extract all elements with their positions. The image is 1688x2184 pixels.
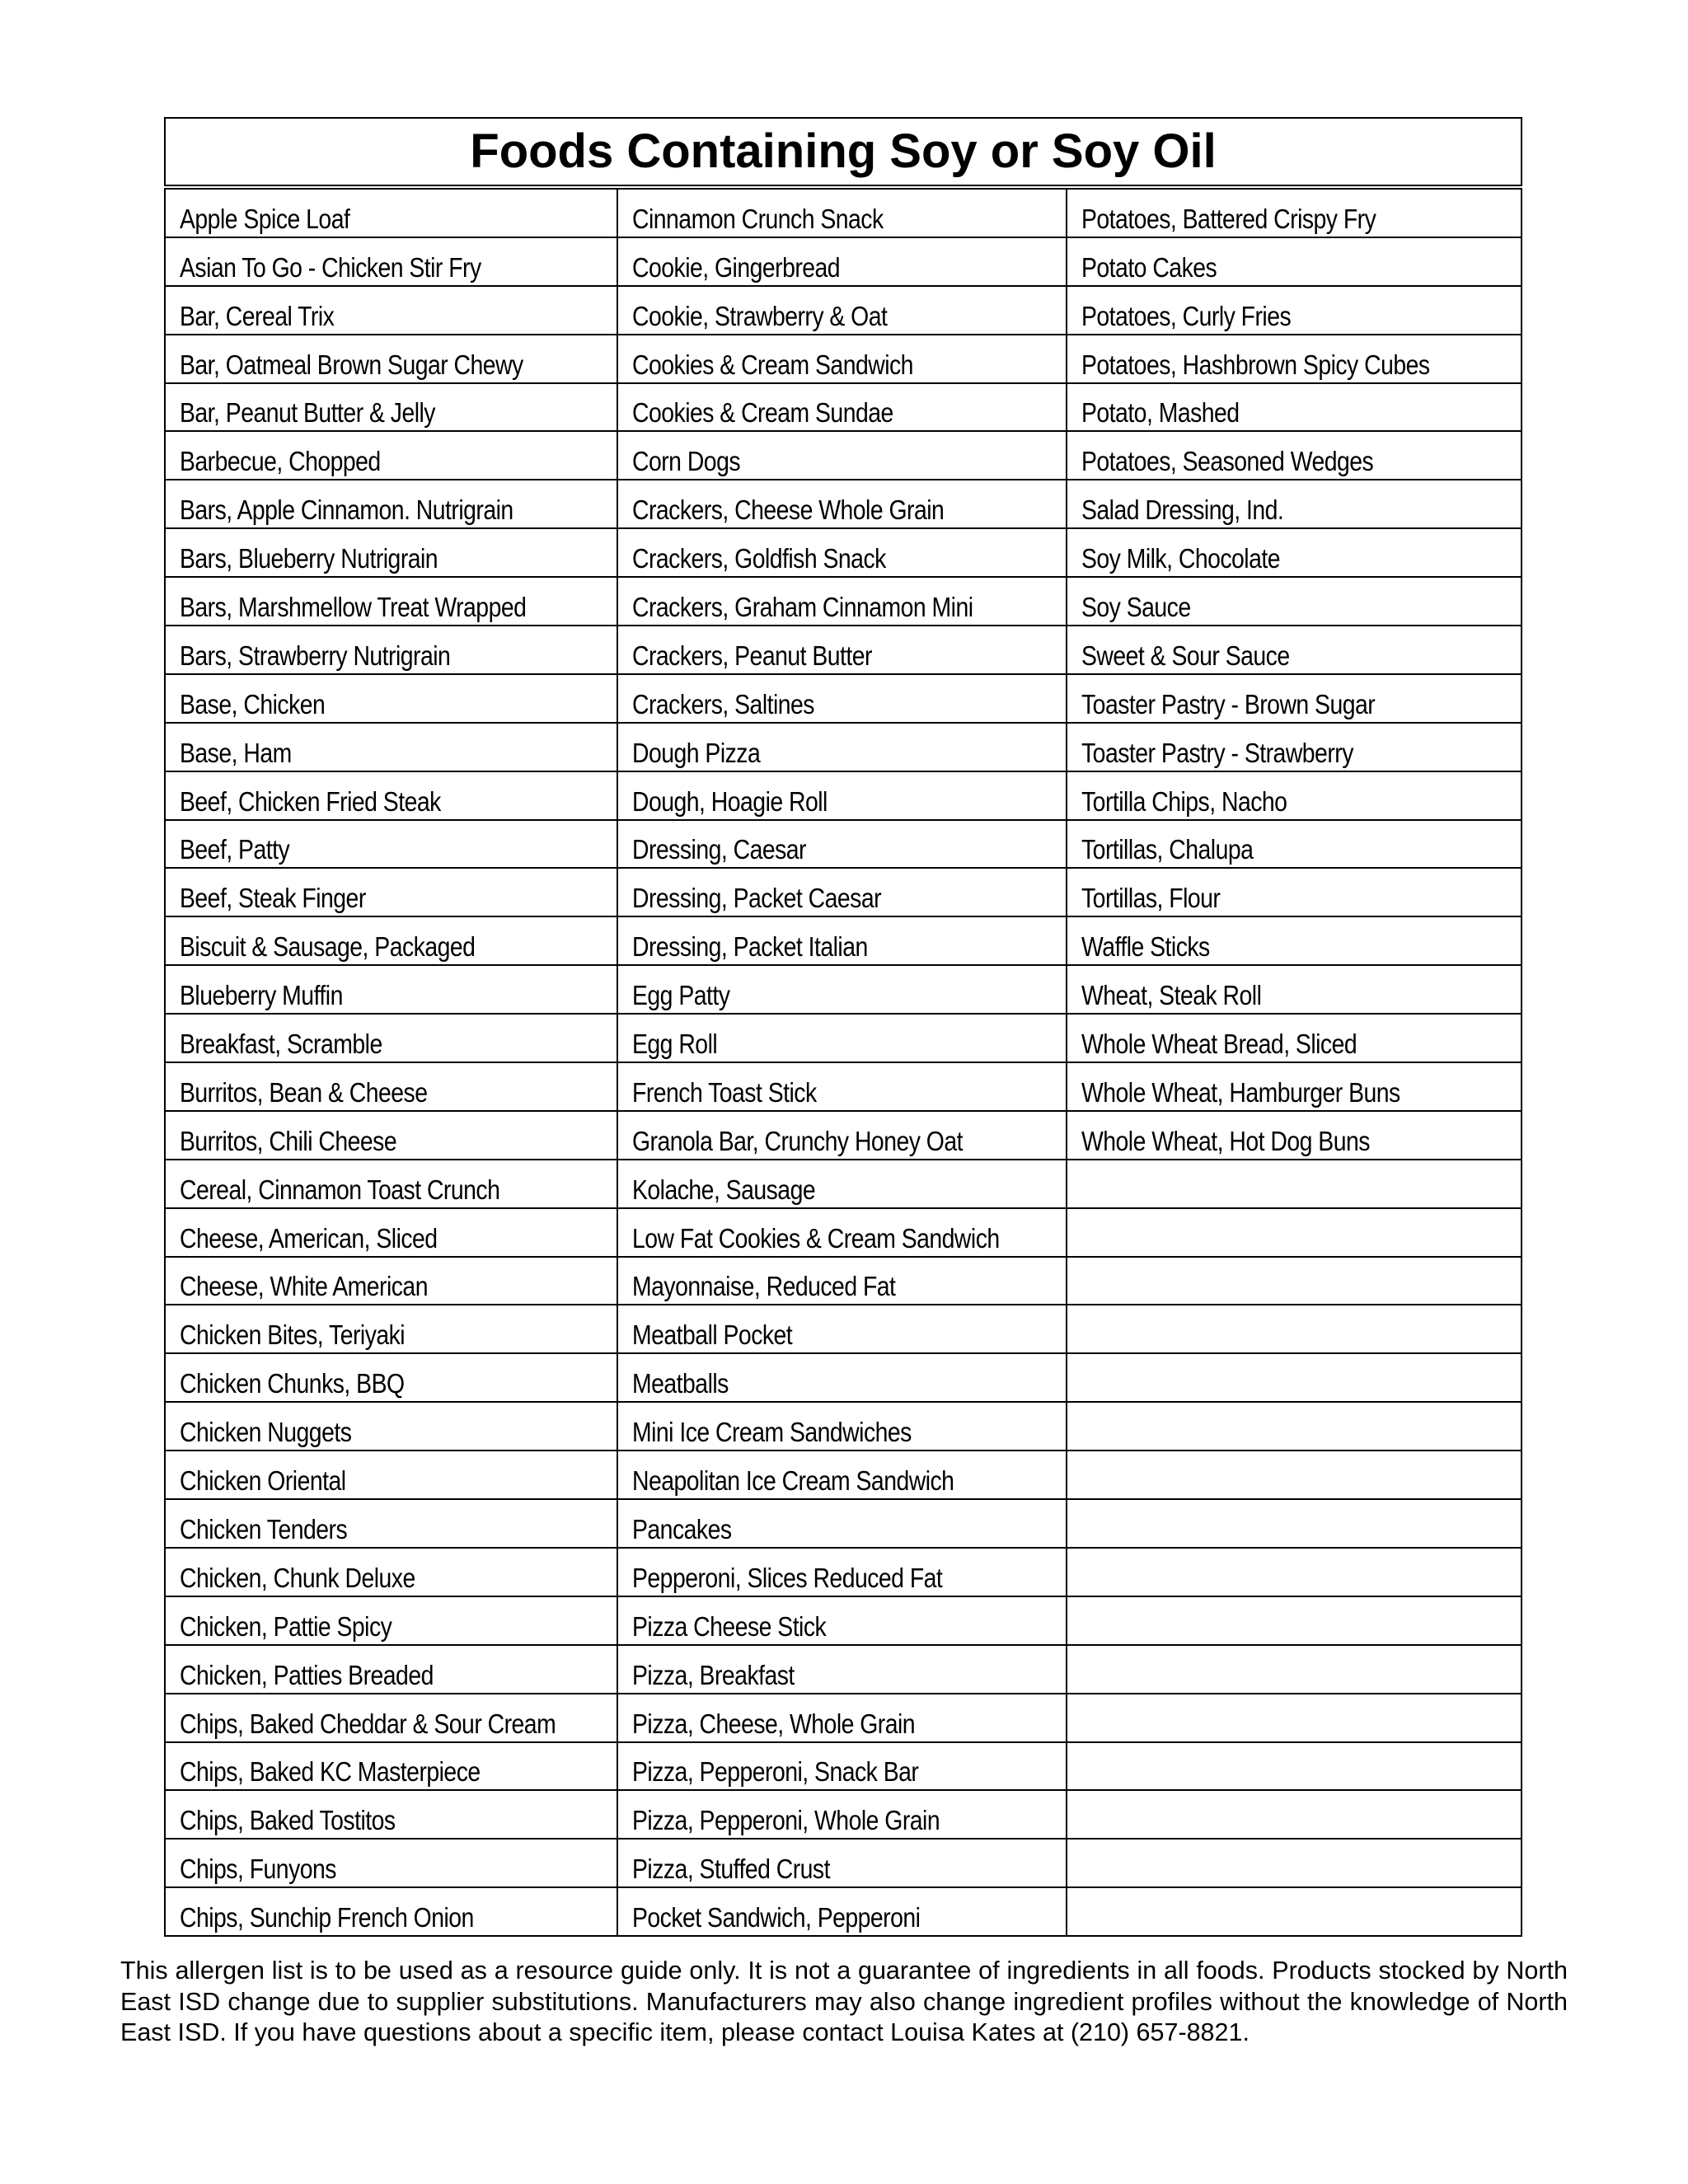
food-item-cell: [165, 286, 617, 335]
food-item-label: Chips, Baked Cheddar & Sour Cream: [180, 1708, 556, 1739]
food-item-cell: [1067, 286, 1522, 335]
food-item-cell: [617, 480, 1067, 528]
food-item-label: Asian To Go - Chicken Stir Fry: [180, 251, 481, 283]
food-item-cell: [1067, 1160, 1522, 1208]
food-item-cell: [617, 577, 1067, 626]
food-item-cell: [617, 1257, 1067, 1305]
food-item-cell: [1067, 820, 1522, 869]
food-item-cell: [617, 1887, 1067, 1936]
food-item-cell: [1067, 1839, 1522, 1887]
table-row: [165, 1839, 1522, 1887]
food-item-label: Potato Cakes: [1081, 251, 1217, 283]
table-row: [165, 965, 1522, 1014]
food-item-cell: [165, 1402, 617, 1451]
food-item-cell: [617, 1451, 1067, 1499]
table-row: [165, 820, 1522, 869]
food-item-cell: [617, 1548, 1067, 1596]
table-row: [165, 868, 1522, 916]
food-item-label: Base, Ham: [180, 737, 292, 768]
food-item-label: Chicken Tenders: [180, 1513, 348, 1544]
food-item-cell: [165, 1790, 617, 1839]
food-item-cell: [165, 1742, 617, 1791]
food-item-cell: [1067, 237, 1522, 286]
table-row: [165, 1742, 1522, 1791]
food-list-table: [164, 117, 1522, 1937]
table-row: [165, 1548, 1522, 1596]
food-item-cell: [1067, 1402, 1522, 1451]
table-row: [165, 237, 1522, 286]
food-item-cell: [165, 1111, 617, 1160]
food-item-cell: [617, 286, 1067, 335]
food-item-label: Pizza, Pepperoni, Whole Grain: [632, 1805, 940, 1836]
food-item-cell: [1067, 1208, 1522, 1257]
food-item-label: Breakfast, Scramble: [180, 1029, 382, 1060]
table-row: [165, 1257, 1522, 1305]
food-item-label: Mini Ice Cream Sandwiches: [632, 1417, 912, 1448]
food-item-label: Dough Pizza: [632, 737, 761, 768]
food-item-cell: [165, 1645, 617, 1694]
food-item-label: Crackers, Peanut Butter: [632, 640, 872, 671]
table-row: [165, 771, 1522, 820]
table-row: [165, 1062, 1522, 1111]
food-item-label: Blueberry Muffin: [180, 980, 343, 1011]
food-item-cell: [165, 1014, 617, 1062]
food-item-cell: [1067, 771, 1522, 820]
food-item-label: Egg Roll: [632, 1029, 718, 1060]
food-item-cell: [1067, 335, 1522, 383]
food-item-label: Tortillas, Flour: [1081, 883, 1221, 914]
food-item-cell: [165, 577, 617, 626]
food-item-label: Cookie, Gingerbread: [632, 251, 841, 283]
food-item-cell: [165, 187, 617, 237]
food-item-cell: [617, 431, 1067, 480]
food-item-cell: [1067, 1305, 1522, 1353]
food-item-label: Potatoes, Battered Crispy Fry: [1081, 203, 1376, 234]
table-row: [165, 1694, 1522, 1742]
food-item-label: Cookie, Strawberry & Oat: [632, 300, 888, 331]
table-row: [165, 674, 1522, 723]
food-item-cell: [1067, 1014, 1522, 1062]
food-item-label: Cookies & Cream Sundae: [632, 397, 893, 429]
food-item-cell: [1067, 431, 1522, 480]
food-item-label: Pizza, Pepperoni, Snack Bar: [632, 1756, 919, 1788]
food-item-label: Burritos, Chili Cheese: [180, 1125, 397, 1156]
food-item-cell: [165, 480, 617, 528]
food-item-cell: [165, 237, 617, 286]
food-item-label: Cinnamon Crunch Snack: [632, 203, 884, 234]
table-row: [165, 1208, 1522, 1257]
food-item-label: Soy Milk, Chocolate: [1081, 543, 1280, 574]
food-item-label: Dressing, Packet Italian: [632, 931, 868, 963]
food-item-label: Toaster Pastry - Brown Sugar: [1081, 688, 1376, 719]
food-item-cell: [165, 916, 617, 965]
food-item-label: Wheat, Steak Roll: [1081, 980, 1262, 1011]
food-item-label: Bars, Apple Cinnamon. Nutrigrain: [180, 494, 513, 526]
table-row: [165, 1887, 1522, 1936]
food-item-label: Tortillas, Chalupa: [1081, 834, 1254, 865]
food-item-label: Dough, Hoagie Roll: [632, 785, 828, 817]
food-item-cell: [617, 1499, 1067, 1548]
food-item-cell: [165, 1596, 617, 1645]
food-item-cell: [165, 626, 617, 674]
table-row: [165, 723, 1522, 771]
table-body: [165, 187, 1522, 1936]
food-item-cell: [617, 1353, 1067, 1402]
food-item-label: Tortilla Chips, Nacho: [1081, 785, 1287, 817]
food-item-cell: [165, 431, 617, 480]
food-item-cell: [617, 1062, 1067, 1111]
food-item-cell: [165, 1305, 617, 1353]
table-row: [165, 431, 1522, 480]
food-item-cell: [617, 1839, 1067, 1887]
table-row: [165, 187, 1522, 237]
food-item-label: Soy Sauce: [1081, 592, 1191, 623]
food-item-cell: [165, 1548, 617, 1596]
food-item-cell: [1067, 480, 1522, 528]
food-item-cell: [617, 1208, 1067, 1257]
food-item-cell: [617, 1160, 1067, 1208]
food-item-label: Mayonnaise, Reduced Fat: [632, 1271, 896, 1302]
food-item-cell: [165, 1353, 617, 1402]
table-row: [165, 1790, 1522, 1839]
food-item-cell: [1067, 1887, 1522, 1936]
table-row: [165, 1305, 1522, 1353]
food-item-cell: [617, 1790, 1067, 1839]
food-item-label: Bars, Strawberry Nutrigrain: [180, 640, 451, 671]
food-item-cell: [1067, 1596, 1522, 1645]
food-item-cell: [617, 1305, 1067, 1353]
food-item-label: Chips, Funyons: [180, 1854, 336, 1885]
food-item-cell: [165, 723, 617, 771]
food-item-cell: [1067, 1257, 1522, 1305]
table-row: [165, 626, 1522, 674]
food-item-label: Barbecue, Chopped: [180, 446, 381, 477]
food-item-label: Chicken Chunks, BBQ: [180, 1368, 405, 1399]
food-item-cell: [165, 1257, 617, 1305]
table-row: [165, 1451, 1522, 1499]
food-item-label: Low Fat Cookies & Cream Sandwich: [632, 1222, 1000, 1254]
food-item-label: Meatballs: [632, 1368, 729, 1399]
food-item-cell: [1067, 187, 1522, 237]
food-item-cell: [617, 1014, 1067, 1062]
food-item-cell: [165, 1062, 617, 1111]
food-item-cell: [617, 1596, 1067, 1645]
food-item-label: Bars, Marshmellow Treat Wrapped: [180, 592, 527, 623]
food-item-label: Meatball Pocket: [632, 1319, 793, 1351]
food-item-label: Cheese, White American: [180, 1271, 428, 1302]
food-item-cell: [617, 1645, 1067, 1694]
food-item-label: Chicken Nuggets: [180, 1417, 352, 1448]
food-item-label: Potatoes, Seasoned Wedges: [1081, 446, 1374, 477]
table-row: [165, 1111, 1522, 1160]
food-item-cell: [165, 965, 617, 1014]
food-item-cell: [165, 1839, 617, 1887]
food-item-cell: [1067, 1742, 1522, 1791]
food-item-cell: [617, 868, 1067, 916]
food-item-label: Chips, Baked Tostitos: [180, 1805, 396, 1836]
food-item-cell: [617, 723, 1067, 771]
food-item-cell: [617, 528, 1067, 577]
food-item-label: Pizza, Cheese, Whole Grain: [632, 1708, 916, 1739]
food-item-label: Chicken, Pattie Spicy: [180, 1610, 392, 1642]
table-row: [165, 916, 1522, 965]
food-item-cell: [165, 820, 617, 869]
food-item-cell: [617, 771, 1067, 820]
food-item-label: Crackers, Saltines: [632, 688, 814, 719]
table-row: [165, 286, 1522, 335]
food-item-label: Pizza, Breakfast: [632, 1659, 795, 1690]
food-item-label: Bar, Cereal Trix: [180, 300, 335, 331]
food-item-cell: [1067, 1353, 1522, 1402]
food-item-cell: [1067, 577, 1522, 626]
food-item-label: Potato, Mashed: [1081, 397, 1240, 429]
food-item-cell: [165, 1887, 617, 1936]
food-item-label: Pizza, Stuffed Crust: [632, 1854, 830, 1885]
food-item-cell: [617, 1111, 1067, 1160]
table-row: [165, 1160, 1522, 1208]
food-item-cell: [1067, 1548, 1522, 1596]
food-item-cell: [1067, 916, 1522, 965]
food-item-label: Cereal, Cinnamon Toast Crunch: [180, 1174, 500, 1205]
table-row: [165, 1014, 1522, 1062]
food-item-label: Kolache, Sausage: [632, 1174, 816, 1205]
table-row: [165, 577, 1522, 626]
food-item-cell: [165, 1208, 617, 1257]
food-item-cell: [617, 237, 1067, 286]
food-item-label: Egg Patty: [632, 980, 730, 1011]
food-item-label: Waffle Sticks: [1081, 931, 1210, 963]
food-item-cell: [1067, 1790, 1522, 1839]
food-item-cell: [1067, 383, 1522, 432]
food-item-cell: [165, 528, 617, 577]
table-row: [165, 1402, 1522, 1451]
food-item-cell: [165, 674, 617, 723]
table-row: [165, 1499, 1522, 1548]
disclaimer-text: This allergen list is to be used as a resource guide only. It is not a guarantee of ingredients in all foods. Products stocked by North East ISD change due to supplier substitutions. Manufacturers may also change ingredient profiles without the knowledge of North East ISD. If you have questions about a specific item, please contact Louisa Kates at (210) 657-8821.: [120, 1957, 1568, 2046]
food-item-label: Chips, Sunchip French Onion: [180, 1902, 474, 1933]
food-item-cell: [165, 1451, 617, 1499]
food-item-cell: [617, 383, 1067, 432]
food-item-cell: [617, 626, 1067, 674]
food-item-cell: [1067, 1499, 1522, 1548]
food-item-cell: [165, 771, 617, 820]
food-item-label: Corn Dogs: [632, 446, 741, 477]
food-item-cell: [617, 965, 1067, 1014]
food-item-label: Chicken, Chunk Deluxe: [180, 1562, 415, 1593]
food-item-cell: [1067, 528, 1522, 577]
food-item-cell: [617, 1742, 1067, 1791]
table-row: [165, 1596, 1522, 1645]
food-item-label: Chicken, Patties Breaded: [180, 1659, 434, 1690]
food-item-label: Beef, Steak Finger: [180, 883, 366, 914]
food-item-label: Whole Wheat, Hamburger Buns: [1081, 1076, 1400, 1108]
food-item-label: Bar, Oatmeal Brown Sugar Chewy: [180, 349, 523, 380]
food-item-label: Potatoes, Curly Fries: [1081, 300, 1292, 331]
food-item-cell: [165, 1160, 617, 1208]
food-item-label: Granola Bar, Crunchy Honey Oat: [632, 1125, 963, 1156]
food-item-label: Base, Chicken: [180, 688, 326, 719]
food-item-cell: [1067, 626, 1522, 674]
food-item-cell: [165, 1499, 617, 1548]
food-item-label: Chips, Baked KC Masterpiece: [180, 1756, 481, 1788]
food-item-cell: [617, 1694, 1067, 1742]
food-item-cell: [617, 916, 1067, 965]
food-item-label: Pepperoni, Slices Reduced Fat: [632, 1562, 943, 1593]
food-item-label: Whole Wheat Bread, Sliced: [1081, 1029, 1357, 1060]
food-item-label: Sweet & Sour Sauce: [1081, 640, 1290, 671]
food-item-label: Pizza Cheese Stick: [632, 1610, 827, 1642]
table-row: [165, 528, 1522, 577]
food-item-label: Chicken Oriental: [180, 1465, 346, 1497]
food-item-cell: [165, 868, 617, 916]
table-row: [165, 1353, 1522, 1402]
food-item-cell: [1067, 965, 1522, 1014]
food-item-cell: [617, 820, 1067, 869]
food-item-label: Potatoes, Hashbrown Spicy Cubes: [1081, 349, 1430, 380]
food-item-label: Cheese, American, Sliced: [180, 1222, 438, 1254]
food-item-label: Crackers, Graham Cinnamon Mini: [632, 592, 973, 623]
food-item-cell: [617, 187, 1067, 237]
table-row: [165, 335, 1522, 383]
food-item-cell: [617, 674, 1067, 723]
food-item-cell: [1067, 1645, 1522, 1694]
food-item-cell: [1067, 1451, 1522, 1499]
food-item-label: Crackers, Cheese Whole Grain: [632, 494, 945, 526]
food-item-cell: [617, 335, 1067, 383]
page-title: Foods Containing Soy or Soy Oil: [165, 118, 1522, 187]
food-item-cell: [165, 1694, 617, 1742]
table-row: [165, 480, 1522, 528]
food-item-label: Cookies & Cream Sandwich: [632, 349, 913, 380]
food-item-label: Neapolitan Ice Cream Sandwich: [632, 1465, 954, 1497]
food-item-cell: [165, 383, 617, 432]
food-item-label: Beef, Chicken Fried Steak: [180, 785, 441, 817]
food-item-cell: [165, 335, 617, 383]
food-item-label: Pancakes: [632, 1513, 732, 1544]
food-item-label: Beef, Patty: [180, 834, 290, 865]
food-item-label: Toaster Pastry - Strawberry: [1081, 737, 1353, 768]
food-item-cell: [1067, 1062, 1522, 1111]
food-item-cell: [1067, 723, 1522, 771]
food-item-label: Salad Dressing, Ind.: [1081, 494, 1284, 526]
food-item-label: Dressing, Packet Caesar: [632, 883, 882, 914]
food-item-label: Pocket Sandwich, Pepperoni: [632, 1902, 921, 1933]
food-item-label: French Toast Stick: [632, 1076, 817, 1108]
food-item-label: Whole Wheat, Hot Dog Buns: [1081, 1125, 1370, 1156]
food-item-label: Bars, Blueberry Nutrigrain: [180, 543, 438, 574]
food-item-label: Biscuit & Sausage, Packaged: [180, 931, 476, 963]
food-item-cell: [617, 1402, 1067, 1451]
food-item-cell: [1067, 1694, 1522, 1742]
table-row: [165, 383, 1522, 432]
food-item-cell: [1067, 1111, 1522, 1160]
food-item-label: Chicken Bites, Teriyaki: [180, 1319, 406, 1351]
table-row: [165, 1645, 1522, 1694]
food-item-label: Apple Spice Loaf: [180, 203, 350, 234]
food-item-label: Burritos, Bean & Cheese: [180, 1076, 428, 1108]
food-item-label: Dressing, Caesar: [632, 834, 806, 865]
food-item-label: Bar, Peanut Butter & Jelly: [180, 397, 435, 429]
food-item-cell: [1067, 868, 1522, 916]
food-item-label: Crackers, Goldfish Snack: [632, 543, 886, 574]
food-item-cell: [1067, 674, 1522, 723]
